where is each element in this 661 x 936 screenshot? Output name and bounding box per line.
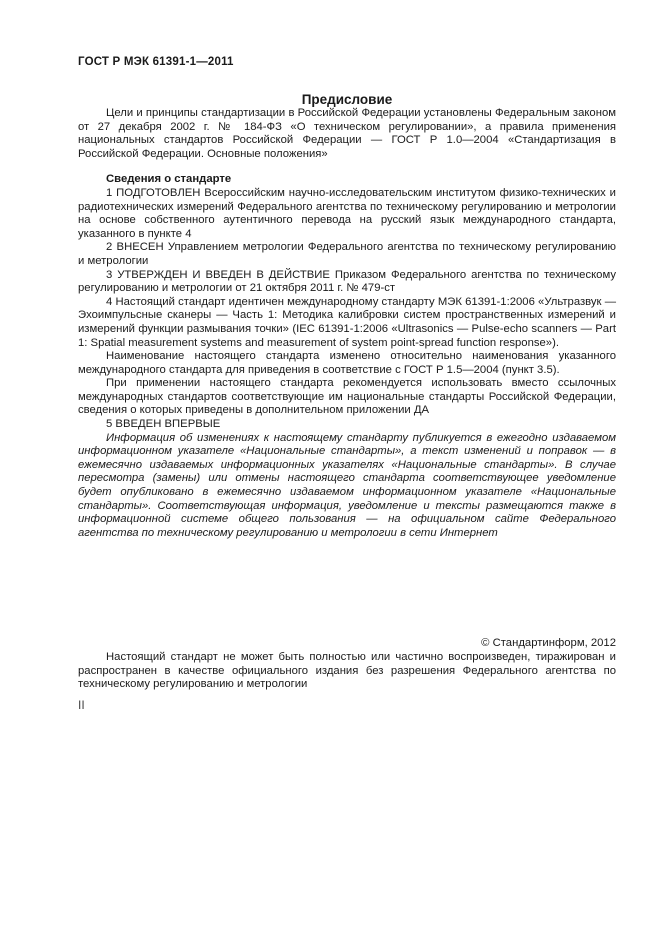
page-number: II [78, 697, 85, 712]
amendments-notice: Информация об изменениях к настоящему стандарту публикуется в ежегодно издаваемом информационном указателе «Национальные стандарты», а текст изменений и поправок — в ежемесячно издаваемых информационных указателях «Национальные стандарты». В случае пересмотра (замены) или отмены настоящего стандарта соответствующее уведомление будет опубликовано в ежемесячно издаваемом информационном указателе «Национальные стандарты». Соответствующая информация, уведомление и тексты размещаются также в информационной системе общего пользования — на официальном сайте Федерального агентства по техническому регулированию и метрологии в сети Интернет [78, 431, 616, 539]
item-4-renaming-note: Наименование настоящего стандарта изменено относительно наименования указанного международного стандарта для приведения в соответствие с ГОСТ Р 1.5—2004 (пункт 3.5). [78, 350, 616, 376]
paragraph-legal-basis: Цели и принципы стандартизации в Российской Федерации установлены Федеральным законом от 27 декабря 2002 г. № 184-ФЗ «О техническом регулировании», а правила применения национальных стандартов Российской Федерации — ГОСТ Р 1.0—2004 «Стандартизация в Российской Федерации. Основные положения» [78, 107, 616, 160]
item-5-first-introduced: 5 ВВЕДЕН ВПЕРВЫЕ [106, 418, 221, 431]
reproduction-restriction: Настоящий стандарт не может быть полностью или частично воспроизведен, тиражирован и распространен в качестве официального издания без разрешения Федерального агентства по техническому регулированию и метрологии [78, 651, 616, 691]
item-2-submitted: 2 ВНЕСЕН Управлением метрологии Федерального агентства по техническому регулированию и метрологии [78, 241, 616, 267]
standard-code: ГОСТ Р МЭК 61391-1—2011 [78, 56, 234, 68]
item-1-prepared: 1 ПОДГОТОВЛЕН Всероссийским научно-исследовательским институтом физико-технических и радиотехнических измерений Федерального агентства по техническому регулированию и метрологии на основе собственного аутентичного перевода на русский язык международного стандарта, указанного в пункте 4 [78, 186, 616, 240]
copyright-notice: © Стандартинформ, 2012 [481, 637, 616, 650]
item-3-approved: 3 УТВЕРЖДЕН И ВВЕДЕН В ДЕЙСТВИЕ Приказом Федерального агентства по техническому регулированию и метрологии от 21 октября 2011 г. № 479-ст [78, 268, 616, 295]
item-4-references-note: При применении настоящего стандарта рекомендуется использовать вместо ссылочных международных стандартов соответствующие им национальные стандарты Российской Федерации, сведения о которых приведены в дополнительном приложении ДА [78, 377, 616, 417]
page-title: Предисловие [301, 92, 393, 107]
item-4-identical-standard: 4 Настоящий стандарт идентичен международному стандарту МЭК 61391-1:2006 «Ультразвук — Эхоимпульсные сканеры — Часть 1: Методика калибровки систем пространственных измерений и измерений функции размывания точки» (IEC 61391-1:2006 «Ultrasonics — Pulse-echo scanners — Part 1: Spatial measurement systems and measurement of system point-spread function response»). [78, 295, 616, 349]
section-heading-standard-info: Сведения о стандарте [106, 173, 232, 186]
